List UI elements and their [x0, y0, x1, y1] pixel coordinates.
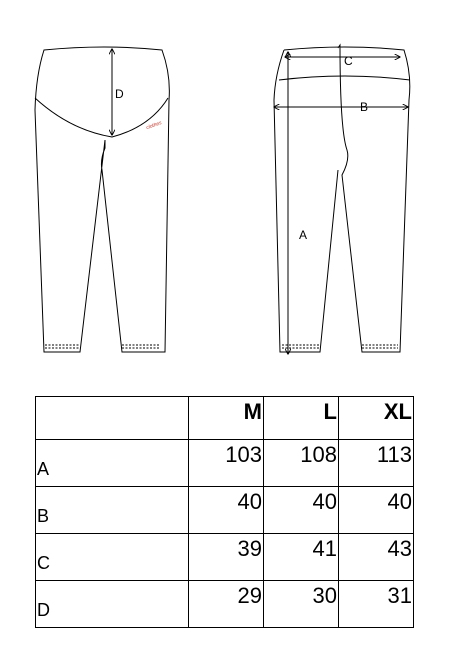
size-chart-table [35, 396, 414, 628]
row-label: B [36, 487, 189, 534]
dimension-c-label: C [344, 54, 353, 68]
table-cell: 31 [339, 581, 414, 628]
back-outline [274, 45, 410, 352]
back-view-pants [274, 45, 410, 354]
table-cell: 113 [339, 440, 414, 487]
dimension-a-label: A [299, 228, 308, 242]
row-label: C [36, 534, 189, 581]
table-cell: 39 [189, 534, 264, 581]
front-belly-panel [35, 98, 168, 137]
table-cell: 108 [264, 440, 339, 487]
row-label: D [36, 581, 189, 628]
table-corner-cell [36, 397, 189, 440]
size-header-m: M [189, 397, 264, 440]
table-cell: 40 [189, 487, 264, 534]
front-outline [35, 47, 169, 352]
dimension-b-label: B [360, 100, 369, 114]
table-cell: 40 [339, 487, 414, 534]
table-row [36, 487, 414, 534]
table-cell: 103 [189, 440, 264, 487]
table-row [36, 534, 414, 581]
table-row [36, 440, 414, 487]
table-header-row [36, 397, 414, 440]
table-cell: 30 [264, 581, 339, 628]
dimension-d-label: D [115, 87, 124, 101]
table-cell: 41 [264, 534, 339, 581]
table-cell: 43 [339, 534, 414, 581]
brand-logo: clothes [145, 120, 163, 132]
size-header-xl: XL [339, 397, 414, 440]
table-cell: 40 [264, 487, 339, 534]
table-cell: 29 [189, 581, 264, 628]
table-row [36, 581, 414, 628]
size-header-l: L [264, 397, 339, 440]
front-view-pants [35, 47, 169, 352]
back-waistband [279, 76, 410, 80]
row-label: A [36, 440, 189, 487]
